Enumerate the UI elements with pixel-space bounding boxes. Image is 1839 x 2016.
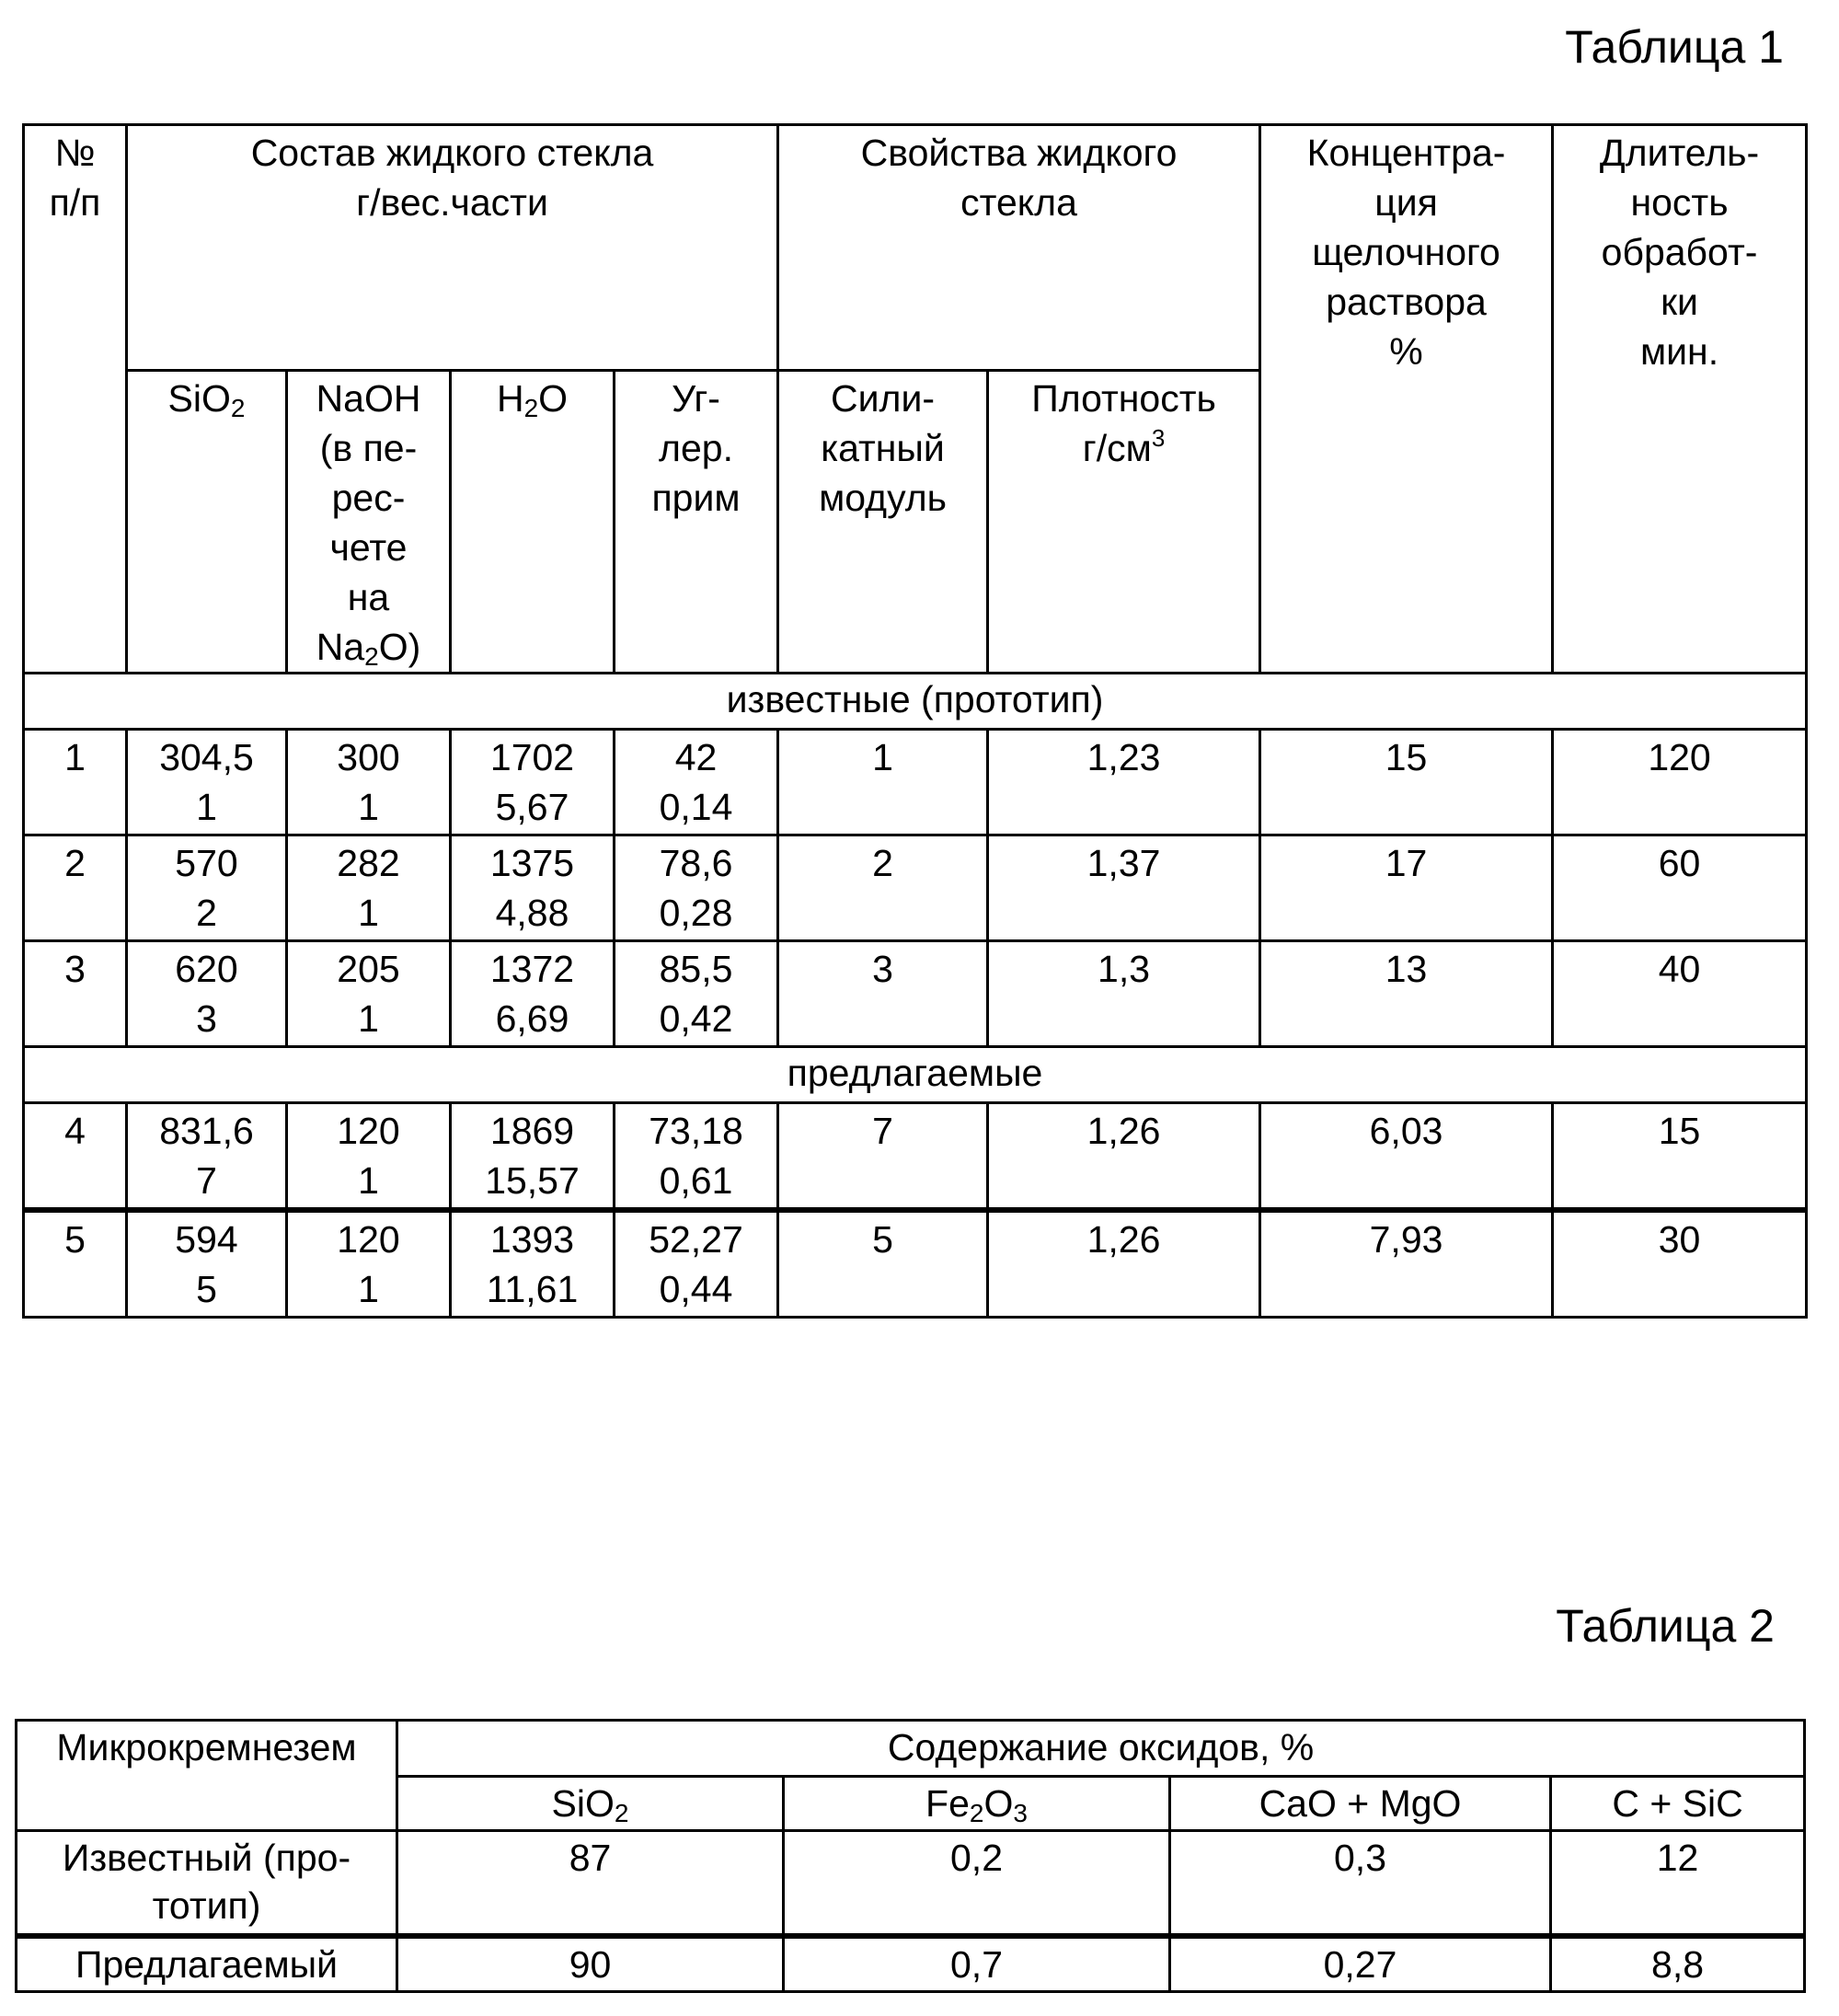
table-row: Предлагаемый 90 0,7 0,27 8,8 bbox=[17, 1936, 1805, 1992]
section-proposed: предлагаемые bbox=[24, 1047, 1807, 1103]
table-row: 2 570 2 282 1 1375 4,88 78,6 0,28 2 1,37 17 60 bbox=[24, 835, 1807, 941]
header-oxides: Содержание оксидов, % bbox=[397, 1721, 1805, 1777]
header-naoh: NaOH (в пе- рес- чете на $Na_2O$) bbox=[287, 371, 451, 674]
table-row: 4 831,6 7 120 1 1869 15,57 73,18 0,61 7 1,26 6,03 15 bbox=[24, 1103, 1807, 1211]
header-sio2: SiO$_2$ bbox=[397, 1777, 784, 1831]
table2 bbox=[15, 1719, 1806, 1993]
header-concentration: Концентра- ция щелочного раствора % bbox=[1260, 125, 1553, 674]
header-camgo: CaO + MgO bbox=[1170, 1777, 1551, 1831]
header-properties: Свойства жидкого стекла bbox=[778, 125, 1260, 371]
table1-caption: Таблица 1 bbox=[1565, 21, 1784, 73]
header-composition: Состав жидкого стекла г/вес.части bbox=[127, 125, 778, 371]
header-fe2o3: $Fe_2O_3$ bbox=[784, 1777, 1170, 1831]
header-carbon: Уг- лер. прим bbox=[615, 371, 778, 674]
table-row: 3 620 3 205 1 1372 6,69 85,5 0,42 3 1,3 13 40 bbox=[24, 941, 1807, 1047]
header-microsilica: Микрокремнезем bbox=[17, 1721, 397, 1831]
header-modulus: Сили- катный модуль bbox=[778, 371, 988, 674]
header-duration: Длитель- ность обработ- ки мин. bbox=[1553, 125, 1807, 674]
table-row: 5 594 5 120 1 1393 11,61 52,27 0,44 5 1,26 7,93 30 bbox=[24, 1210, 1807, 1318]
header-num: № п/п bbox=[24, 125, 127, 674]
header-sio2: SiO$_2$ bbox=[127, 371, 287, 674]
header-density: Плотность $г/см^3$ bbox=[988, 371, 1260, 674]
header-h2o: $H_2O$ bbox=[451, 371, 615, 674]
table-row: Известный (про- тотип) 87 0,2 0,3 12 bbox=[17, 1831, 1805, 1937]
table-row: 1 304,5 1 300 1 1702 5,67 42 0,14 1 1,23 15 120 bbox=[24, 730, 1807, 835]
table2-caption: Таблица 2 bbox=[1556, 1600, 1775, 1652]
section-known: известные (прототип) bbox=[24, 674, 1807, 730]
header-csic: C + SiC bbox=[1551, 1777, 1805, 1831]
table1 bbox=[22, 123, 1808, 1319]
